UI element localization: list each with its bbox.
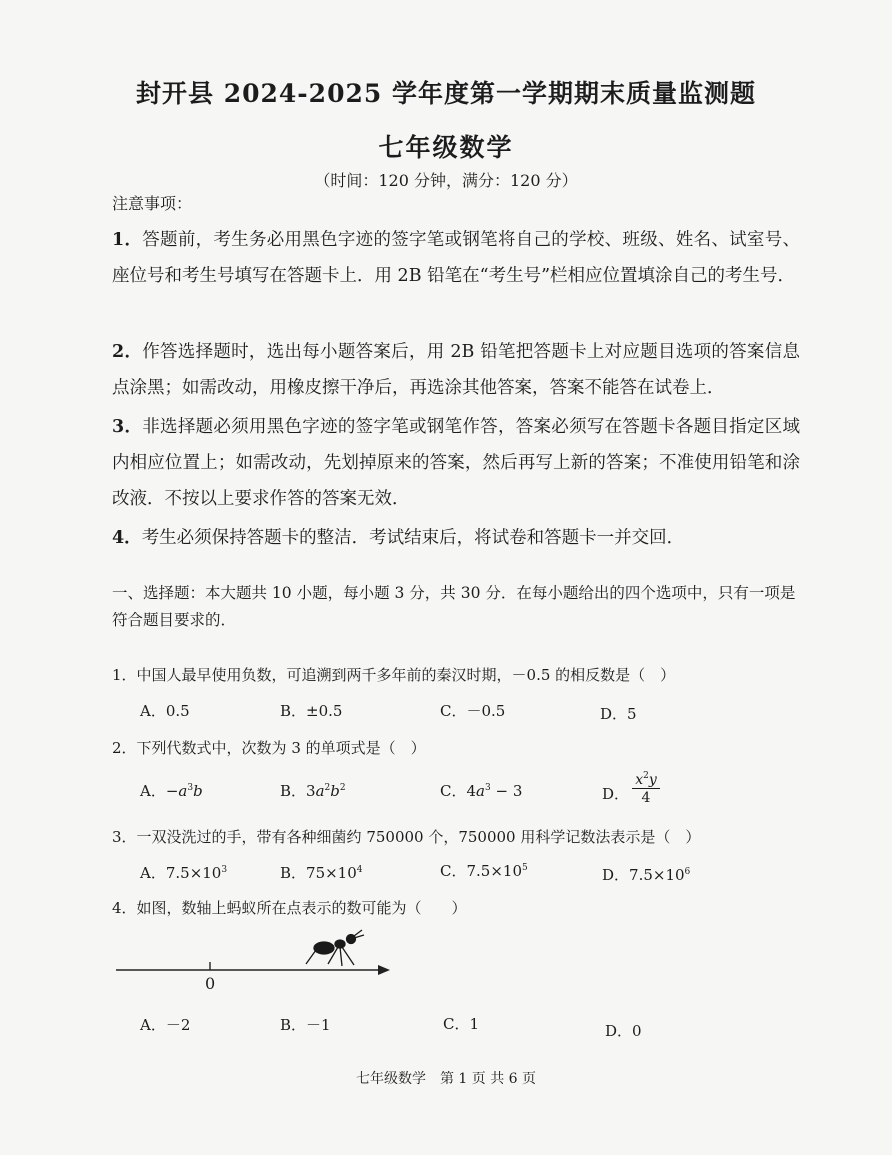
q3-option-b: B．$75\times 10^4$ [280,864,363,882]
ant-icon [306,930,364,966]
option-label: D． [602,866,630,884]
q1-option-a: A．0.5 [140,702,190,720]
option-label: C． [440,782,467,800]
notice-text: 答题前，考生务必用黑色字迹的签字笔或钢笔将自己的学校、班级、姓名、试室号、座位号和考生号填写在答题卡上．用 2B 铅笔在“考生号”栏相应位置填涂自己的考生号． [112,230,800,286]
notice-heading: 注意事项： [112,194,193,213]
q3-option-d: D．$7.5\times 10^6$ [602,866,691,884]
notice-item-4 [112,520,800,556]
question-3-stem: 3．一双没洗过的手，带有各种细菌约 750000 个，750000 用科学记数法表示是（ ） [112,828,701,846]
q3-option-c: C．$7.5\times 10^5$ [440,862,528,880]
option-label: A． [140,864,166,882]
q1-option-d: D．5 [600,705,637,723]
notice-num: 4． [112,528,142,548]
notice-item-3 [112,409,800,517]
q4-option-a: A．－2 [140,1016,191,1034]
exam-subject: 七年级数学 [378,133,514,162]
question-4-stem: 4．如图，数轴上蚂蚁所在点表示的数可能为（ ） [112,899,467,917]
q2-option-a: A．$-a^3b$ [140,782,203,800]
option-label: C． [440,862,467,880]
option-label: A． [140,782,166,800]
q2-option-c: C．$4a^3 - 3$ [440,782,523,800]
q4-option-d: D．0 [605,1022,642,1040]
time-info: （时间：120 分钟，满分：120 分） [314,171,578,190]
section-heading: 一、选择题：本大题共 10 小题，每小题 3 分，共 30 分．在每小题给出的四个选项中，只有一项是符合题目要求的． [112,584,796,629]
number-line-figure [110,928,400,998]
arrowhead-icon [378,965,390,975]
notice-text: 作答选择题时，选出每小题答案后，用 2B 铅笔把答题卡上对应题目选项的答案信息点涂黑；如需改动，用橡皮擦干净后，再选涂其他答案，答案不能答在试卷上． [112,342,800,398]
q3-option-a: A．$7.5\times 10^3$ [140,864,228,882]
q4-option-c: C．1 [443,1015,480,1033]
question-1-stem: 1．中国人最早使用负数，可追溯到两千多年前的秦汉时期，－0.5 的相反数是（ ） [112,666,676,684]
question-2-stem: 2．下列代数式中，次数为 3 的单项式是（ ） [112,739,426,757]
notice-item-2 [112,334,800,406]
notice-num: 3． [112,417,143,437]
q4-option-b: B．－1 [280,1016,331,1034]
notice-text: 非选择题必须用黑色字迹的签字笔或钢笔作答，答案必须写在答题卡各题目指定区域内相应位置上；如需改动，先划掉原来的答案，然后再写上新的答案；不准使用铅笔和涂改液．不按以上要求作答的答案无效． [112,417,800,509]
q2-d-fraction: $\frac{x^2y}{4}$ [632,772,660,807]
q1-option-c: C．－0.5 [440,702,506,720]
q2-option-d [602,783,629,804]
notice-num: 2． [112,342,143,362]
q2-option-b: B．$3a^2b^2$ [280,782,346,800]
axis-zero-label: 0 [205,974,216,993]
notice-item-1 [112,222,800,294]
q1-option-b: B．±0.5 [280,702,343,720]
notice-text: 考生必须保持答题卡的整洁．考试结束后，将试卷和答题卡一并交回． [141,528,685,548]
option-label: D． [602,785,630,803]
page-footer: 七年级数学 第 1 页 共 6 页 [355,1071,537,1087]
option-label: B． [280,864,307,882]
notice-num: 1． [112,230,143,250]
option-label: B． [280,782,307,800]
exam-title: 封开县 2024-2025 学年度第一学期期末质量监测题 [136,79,756,108]
